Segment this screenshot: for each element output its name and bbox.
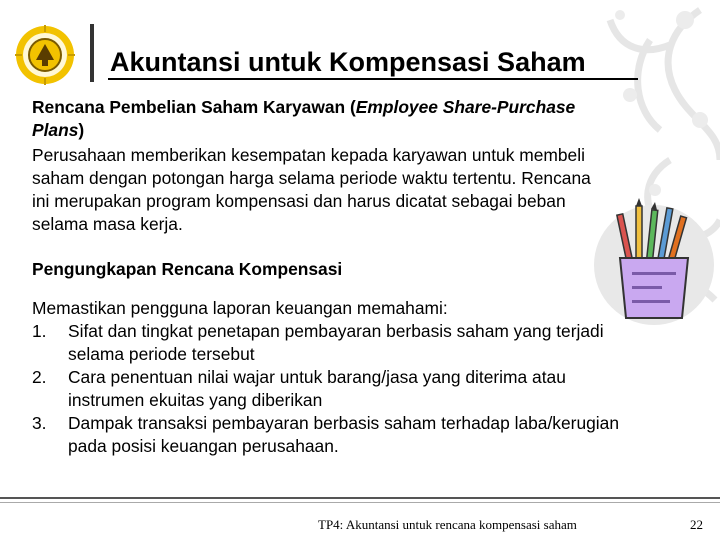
list-item-text: Dampak transaksi pembayaran berbasis saham terhadap laba/kerugian pada posisi keuangan perusahaan. xyxy=(68,413,620,456)
page-title: Akuntansi untuk Kompensasi Saham xyxy=(110,47,586,77)
list-item xyxy=(32,412,632,458)
list-item-number: 1. xyxy=(32,321,47,341)
list-item xyxy=(32,366,632,412)
list-item-number: 3. xyxy=(32,413,47,433)
title-divider xyxy=(90,24,94,82)
university-logo-icon xyxy=(14,24,76,86)
espp-heading xyxy=(32,96,632,142)
list-item-text: Cara penentuan nilai wajar untuk barang/jasa yang diterima atau instrumen ekuitas yang diberikan xyxy=(68,367,566,410)
title-underline xyxy=(108,78,638,80)
footer-divider xyxy=(0,497,720,499)
disclosure-intro: Memastikan pengguna laporan keuangan memahami: xyxy=(32,298,448,318)
espp-heading-close: ) xyxy=(78,120,85,140)
list-item-number: 2. xyxy=(32,367,47,387)
list-item-text: Sifat dan tingkat penetapan pembayaran berbasis saham yang terjadi selama periode tersebut xyxy=(68,321,604,364)
list-item xyxy=(32,320,632,366)
espp-heading-plain: Rencana Pembelian Saham Karyawan ( xyxy=(32,97,356,117)
espp-heading-italic: Employee Share-Purchase Plans xyxy=(32,97,576,140)
footer-caption: TP4: Akuntansi untuk rencana kompensasi saham xyxy=(318,517,577,532)
espp-body: Perusahaan memberikan kesempatan kepada karyawan untuk membeli saham dengan potongan harga selama periode waktu tertentu. Rencana ini merupakan program kompensasi dan harus dicatat sebagai beban selama masa kerja. xyxy=(32,145,591,234)
footer-divider-thin xyxy=(0,502,720,503)
disclosure-heading: Pengungkapan Rencana Kompensasi xyxy=(32,259,343,279)
page-number: 22 xyxy=(690,517,703,532)
pencil-cup-icon xyxy=(592,196,716,334)
disclosure-list xyxy=(32,320,632,458)
slide-content xyxy=(32,96,632,458)
